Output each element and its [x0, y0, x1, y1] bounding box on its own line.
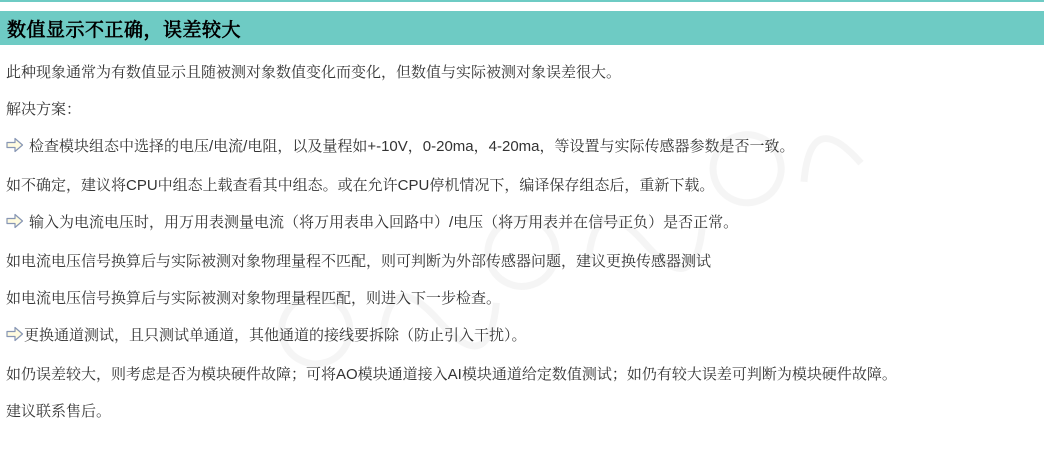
content	[0, 45, 1044, 423]
paragraph-text: 如电流电压信号换算后与实际被测对象物理量程不匹配，则可判断为外部传感器问题，建议更换传感器测试	[6, 253, 712, 270]
paragraph	[6, 401, 1034, 423]
right-arrow-icon	[6, 213, 24, 236]
paragraph-text: 建议联系售后。	[6, 403, 112, 420]
paragraph-text: 输入为电流电压时，用万用表测量电流（将万用表串入回路中）/电压（将万用表并在信号正负）是否正常。	[29, 214, 739, 231]
paragraph	[6, 175, 1034, 197]
section-header-bar	[0, 11, 1044, 45]
paragraph	[6, 99, 1034, 121]
paragraph-text: 如电流电压信号换算后与实际被测对象物理量程匹配，则进入下一步检查。	[6, 290, 502, 307]
paragraph-text: 此种现象通常为有数值显示且随被测对象数值变化而变化，但数值与实际被测对象误差很大。	[6, 64, 622, 81]
top-divider	[0, 0, 1044, 2]
paragraph	[6, 288, 1034, 310]
right-arrow-icon	[6, 137, 24, 160]
paragraph	[6, 136, 1034, 160]
paragraph	[6, 325, 1034, 349]
paragraph	[6, 251, 1034, 273]
paragraph	[6, 62, 1034, 84]
right-arrow-icon	[6, 326, 24, 349]
paragraph-text: 检查模块组态中选择的电压/电流/电阻，以及量程如+-10V，0-20ma，4-20ma，等设置与实际传感器参数是否一致。	[29, 138, 795, 155]
paragraph-text: 如仍误差较大，则考虑是否为模块硬件故障；可将AO模块通道接入AI模块通道给定数值测试；如仍有较大误差可判断为模块硬件故障。	[6, 366, 897, 383]
paragraph-text: 更换通道测试，且只测试单通道，其他通道的接线要拆除（防止引入干扰）。	[24, 327, 527, 344]
paragraph-text: 解决方案：	[6, 101, 82, 118]
paragraph	[6, 364, 1034, 386]
page-title: 数值显示不正确，误差较大	[7, 19, 242, 41]
paragraph	[6, 212, 1034, 236]
paragraph-text: 如不确定，建议将CPU中组态上载查看其中组态。或在允许CPU停机情况下，编译保存组态后，重新下载。	[6, 177, 715, 194]
